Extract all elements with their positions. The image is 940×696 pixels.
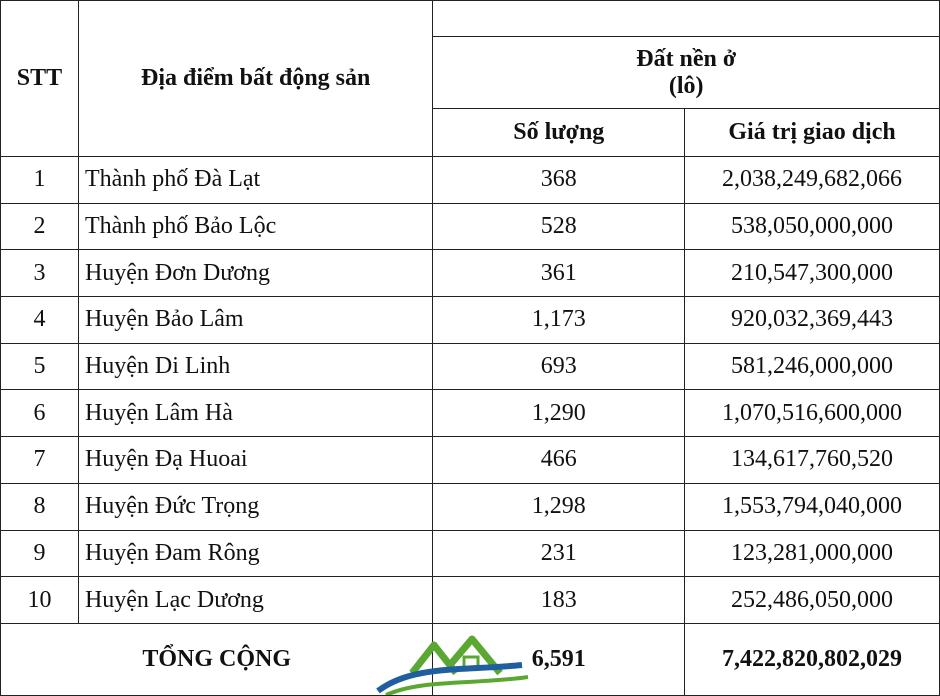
row-value: 920,032,369,443 — [685, 297, 940, 344]
row-stt: 10 — [1, 577, 79, 624]
header-stt: STT — [1, 1, 79, 157]
header-value: Giá trị giao dịch — [685, 109, 940, 157]
row-location: Huyện Đam Rông — [78, 530, 433, 577]
header-group-title: Đất nền ở — [636, 45, 737, 72]
header-group — [433, 37, 940, 109]
row-stt: 4 — [1, 297, 79, 344]
row-value: 210,547,300,000 — [685, 250, 940, 297]
row-quantity: 693 — [433, 343, 685, 390]
row-quantity: 361 — [433, 250, 685, 297]
total-value: 7,422,820,802,029 — [685, 623, 940, 695]
row-stt: 2 — [1, 203, 79, 250]
row-location: Huyện Đơn Dương — [78, 250, 433, 297]
table-row — [1, 157, 940, 204]
row-quantity: 1,290 — [433, 390, 685, 437]
header-quantity: Số lượng — [433, 109, 685, 157]
row-stt: 7 — [1, 437, 79, 484]
row-value: 252,486,050,000 — [685, 577, 940, 624]
row-location: Huyện Lạc Dương — [78, 577, 433, 624]
row-location: Huyện Lâm Hà — [78, 390, 433, 437]
header-location: Địa điểm bất động sản — [78, 1, 433, 157]
row-quantity: 1,173 — [433, 297, 685, 344]
row-stt: 1 — [1, 157, 79, 204]
total-quantity: 6,591 — [433, 623, 685, 695]
header-blank-cell — [433, 1, 940, 37]
row-stt: 9 — [1, 530, 79, 577]
row-quantity: 183 — [433, 577, 685, 624]
row-quantity: 231 — [433, 530, 685, 577]
row-location: Huyện Đức Trọng — [78, 483, 433, 530]
row-value: 1,553,794,040,000 — [685, 483, 940, 530]
row-stt: 8 — [1, 483, 79, 530]
table-row — [1, 530, 940, 577]
row-quantity: 528 — [433, 203, 685, 250]
row-location: Thành phố Bảo Lộc — [78, 203, 433, 250]
table-row — [1, 203, 940, 250]
house-logo-watermark — [372, 625, 532, 695]
row-value: 1,070,516,600,000 — [685, 390, 940, 437]
row-value: 134,617,760,520 — [685, 437, 940, 484]
header-group-unit: (lô) — [668, 72, 704, 99]
table-row — [1, 250, 940, 297]
row-value: 2,038,249,682,066 — [685, 157, 940, 204]
row-quantity: 466 — [433, 437, 685, 484]
row-quantity: 1,298 — [433, 483, 685, 530]
row-location: Huyện Di Linh — [78, 343, 433, 390]
row-value: 538,050,000,000 — [685, 203, 940, 250]
row-stt: 5 — [1, 343, 79, 390]
row-stt: 3 — [1, 250, 79, 297]
row-value: 581,246,000,000 — [685, 343, 940, 390]
row-location: Huyện Bảo Lâm — [78, 297, 433, 344]
table-row — [1, 297, 940, 344]
row-value: 123,281,000,000 — [685, 530, 940, 577]
table-row — [1, 343, 940, 390]
row-location: Thành phố Đà Lạt — [78, 157, 433, 204]
table-row — [1, 390, 940, 437]
table-row — [1, 483, 940, 530]
total-label: TỔNG CỘNG — [1, 623, 433, 695]
row-stt: 6 — [1, 390, 79, 437]
row-quantity: 368 — [433, 157, 685, 204]
table-row — [1, 437, 940, 484]
table-row — [1, 577, 940, 624]
row-location: Huyện Đạ Huoai — [78, 437, 433, 484]
